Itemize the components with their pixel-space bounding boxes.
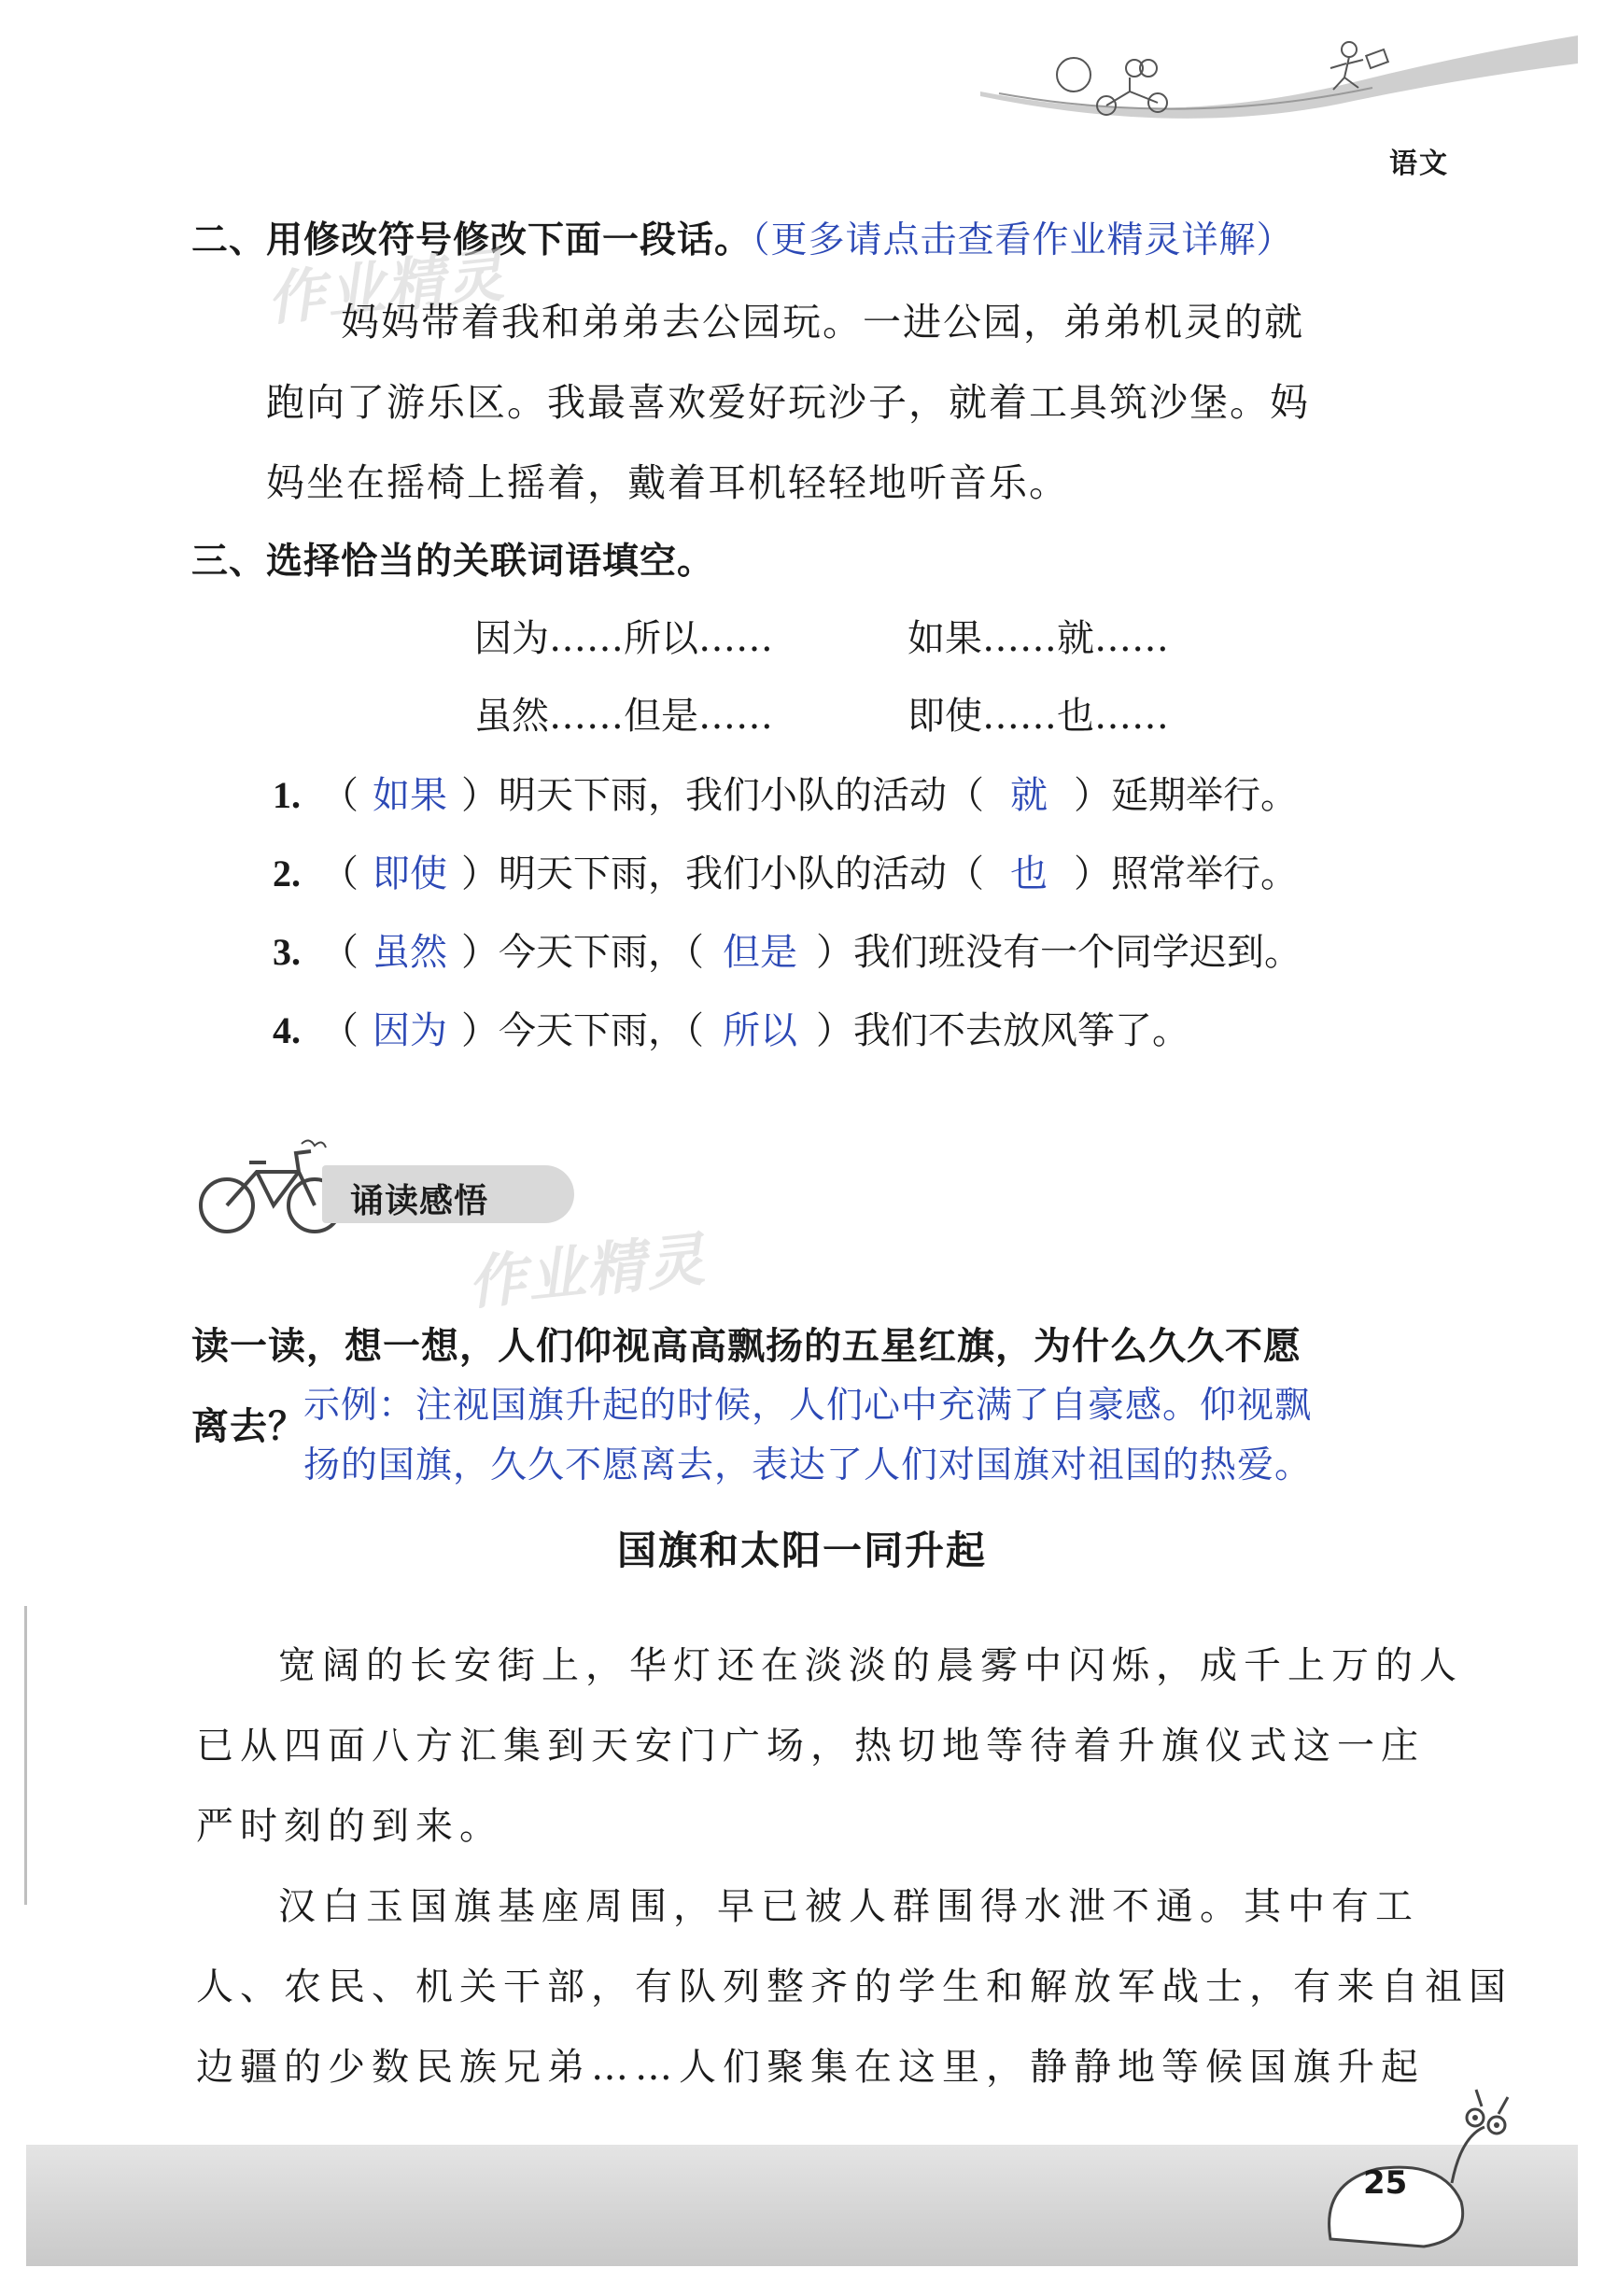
answer-blank: 虽然 bbox=[373, 931, 447, 974]
page-number: 25 bbox=[1363, 2164, 1408, 2202]
question-4: 4. （ 因为 ）今天下雨，（ 所以 ）我们不去放风筝了。 bbox=[273, 1001, 1189, 1053]
answer-blank: 因为 bbox=[373, 1009, 447, 1052]
answer-blank: 但是 bbox=[723, 931, 797, 974]
reading-question: 离去？ bbox=[191, 1405, 306, 1448]
article-line: 宽阔的长安街上，华灯还在淡淡的晨雾中闪烁，成千上万的人 bbox=[278, 1644, 1463, 1687]
question-1: 1. （ 如果 ）明天下雨，我们小队的活动（ 就 ）延期举行。 bbox=[273, 766, 1298, 818]
page-edge-mark bbox=[24, 1606, 27, 1905]
paragraph-line: 跑向了游乐区。我最喜欢爱好玩沙子，就着工具筑沙堡。妈 bbox=[266, 380, 1310, 425]
header-illustration bbox=[980, 26, 1578, 124]
article-line: 汉白玉国旗基座周围，早已被人群围得水泄不通。其中有工 bbox=[278, 1885, 1419, 1928]
answer-text: 示例：注视国旗升起的时候，人们心中充满了自豪感。仰视飘 bbox=[303, 1385, 1313, 1427]
paragraph-line: 妈妈带着我和弟弟去公园玩。一进公园，弟弟机灵的就 bbox=[341, 300, 1304, 345]
word-option: 如果……就…… bbox=[908, 617, 1169, 660]
answer-blank: 也 bbox=[1010, 852, 1048, 895]
banner-label: 诵读感悟 bbox=[350, 1182, 489, 1220]
more-answers-link[interactable]: （更多请点击查看作业精灵详解） bbox=[752, 219, 1294, 261]
answer-text: 扬的国旗，久久不愿离去，表达了人们对国旗对祖国的热爱。 bbox=[303, 1444, 1313, 1486]
reading-question: 读一读，想一想，人们仰视高高飘扬的五星红旗，为什么久久不愿 bbox=[191, 1325, 1301, 1368]
subject-label: 语文 bbox=[1389, 148, 1449, 180]
paragraph-line: 妈坐在摇椅上摇着，戴着耳机轻轻地听音乐。 bbox=[266, 460, 1069, 505]
article-line: 已从四面八方汇集到天安门广场，热切地等待着升旗仪式这一庄 bbox=[196, 1725, 1425, 1768]
answer-blank: 就 bbox=[1010, 774, 1048, 817]
question-3: 3. （ 虽然 ）今天下雨，（ 但是 ）我们班没有一个同学迟到。 bbox=[273, 923, 1301, 975]
watermark: 作业精灵 bbox=[263, 240, 509, 334]
section-title: 二、用修改符号修改下面一段话。 bbox=[191, 219, 753, 261]
answer-blank: 即使 bbox=[373, 852, 447, 895]
word-option: 虽然……但是…… bbox=[474, 695, 773, 738]
snail-icon bbox=[1312, 2080, 1527, 2258]
word-bank-row bbox=[0, 609, 1604, 665]
article-line: 边疆的少数民族兄弟……人们聚集在这里，静静地等候国旗升起 bbox=[196, 2046, 1425, 2089]
article-title: 国旗和太阳一同升起 bbox=[616, 1528, 987, 1573]
watermark: 作业精灵 bbox=[464, 1224, 710, 1318]
question-2: 2. （ 即使 ）明天下雨，我们小队的活动（ 也 ）照常举行。 bbox=[273, 844, 1298, 896]
article-line: 人、农民、机关干部，有队列整齐的学生和解放军战士，有来自祖国 bbox=[196, 1965, 1513, 2008]
answer-blank: 如果 bbox=[373, 774, 447, 817]
answer-blank: 所以 bbox=[723, 1009, 797, 1052]
word-option: 即使……也…… bbox=[908, 695, 1169, 738]
article-line: 严时刻的到来。 bbox=[196, 1805, 503, 1848]
section-heading-conjunctions: 三、选择恰当的关联词语填空。 bbox=[191, 541, 715, 583]
word-option: 因为……所以…… bbox=[474, 617, 773, 660]
word-bank-row bbox=[0, 686, 1604, 742]
